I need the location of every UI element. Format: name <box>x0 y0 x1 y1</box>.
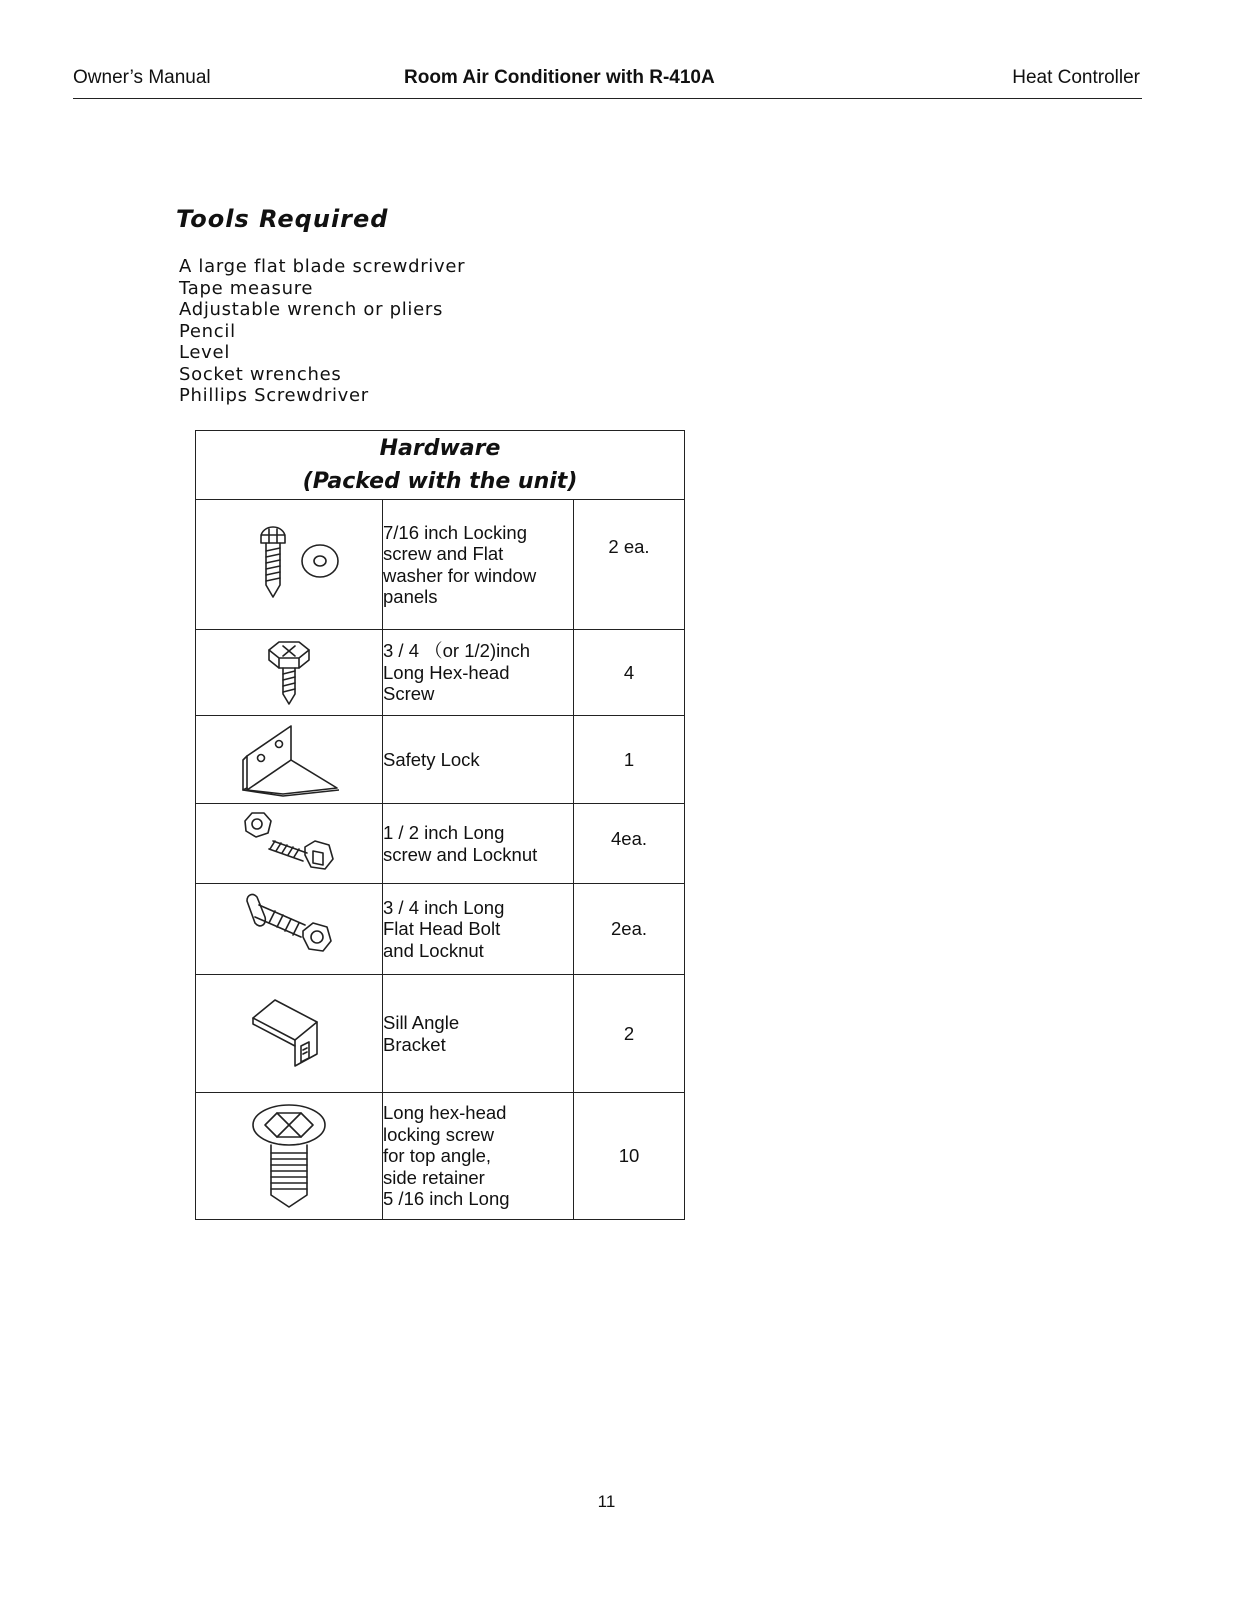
item-quantity: 4 <box>574 630 685 716</box>
item-description-line: Long Hex-head <box>383 661 510 683</box>
tools-list-item: A large flat blade screwdriver <box>179 256 466 277</box>
item-quantity: 10 <box>574 1093 685 1220</box>
item-quantity: 4ea. <box>574 804 685 884</box>
table-row <box>196 716 685 804</box>
item-quantity: 2ea. <box>574 884 685 975</box>
item-description-line: Long hex-head <box>383 1102 507 1124</box>
item-description-line: screw and Flat <box>383 543 504 564</box>
page-number: 11 <box>597 1492 616 1511</box>
item-description-line: 3 / 4 （or 1/2)inch <box>383 640 531 662</box>
item-quantity: 2 <box>574 975 685 1093</box>
item-description-line: washer for window <box>383 564 537 586</box>
locking-screw-and-washer-icon <box>234 523 344 607</box>
table-row <box>196 975 685 1093</box>
safety-lock-bracket-icon <box>239 722 339 798</box>
header-rule <box>73 98 1142 99</box>
item-description-line: Flat Head Bolt <box>383 918 501 940</box>
tools-list-item: Adjustable wrench or pliers <box>179 299 444 320</box>
item-description-line: 5 /16 inch Long <box>383 1188 510 1210</box>
item-description-line: Sill Angle <box>383 1012 460 1033</box>
item-description-line: Screw <box>383 683 435 705</box>
tools-required-heading: Tools Required <box>176 205 389 233</box>
hardware-subtitle-line: (Packed with the unit) <box>302 469 578 494</box>
item-description-line: locking screw <box>383 1123 495 1145</box>
hardware-title-line: Hardware <box>379 436 501 461</box>
hex-head-screw-icon <box>259 636 319 710</box>
tools-list-item: Pencil <box>179 320 236 342</box>
hardware-table <box>195 430 685 1220</box>
table-row <box>196 630 685 716</box>
item-description-line: 3 / 4 inch Long <box>383 896 505 918</box>
sill-angle-bracket-icon <box>247 994 331 1074</box>
header-brand: Heat Controller <box>1012 67 1140 88</box>
table-row <box>196 884 685 975</box>
item-description-line: for top angle, <box>383 1145 491 1167</box>
item-description-line: and Locknut <box>383 939 484 961</box>
item-description-line: Bracket <box>383 1033 446 1055</box>
long-hex-head-locking-screw-icon <box>249 1101 329 1211</box>
item-description-line: 1 / 2 inch Long <box>383 822 505 843</box>
table-row <box>196 500 685 630</box>
flat-head-bolt-and-locknut-icon <box>239 891 339 967</box>
item-quantity: 2 ea. <box>574 500 685 630</box>
header-document-title: Room Air Conditioner with R-410A <box>404 67 715 88</box>
header-left-title: Owner’s Manual <box>73 67 211 88</box>
item-description-line: panels <box>383 586 438 607</box>
hardware-table-header <box>196 431 685 500</box>
item-quantity: 1 <box>574 716 685 804</box>
item-description-line: screw and Locknut <box>383 843 538 865</box>
tools-list-item: Level <box>179 342 231 363</box>
hardware-title <box>196 431 685 500</box>
item-description-line: Safety Lock <box>383 748 480 770</box>
item-description-line: side retainer <box>383 1166 485 1188</box>
table-row <box>196 1093 685 1220</box>
table-row <box>196 804 685 884</box>
tools-list-item: Tape measure <box>179 277 314 299</box>
item-description-line: 7/16 inch Locking <box>383 521 527 543</box>
screw-and-locknut-icon <box>239 809 339 879</box>
tools-list-item: Socket wrenches <box>179 363 342 385</box>
tools-list <box>179 256 465 407</box>
tools-list-item: Phillips Screwdriver <box>179 385 369 406</box>
